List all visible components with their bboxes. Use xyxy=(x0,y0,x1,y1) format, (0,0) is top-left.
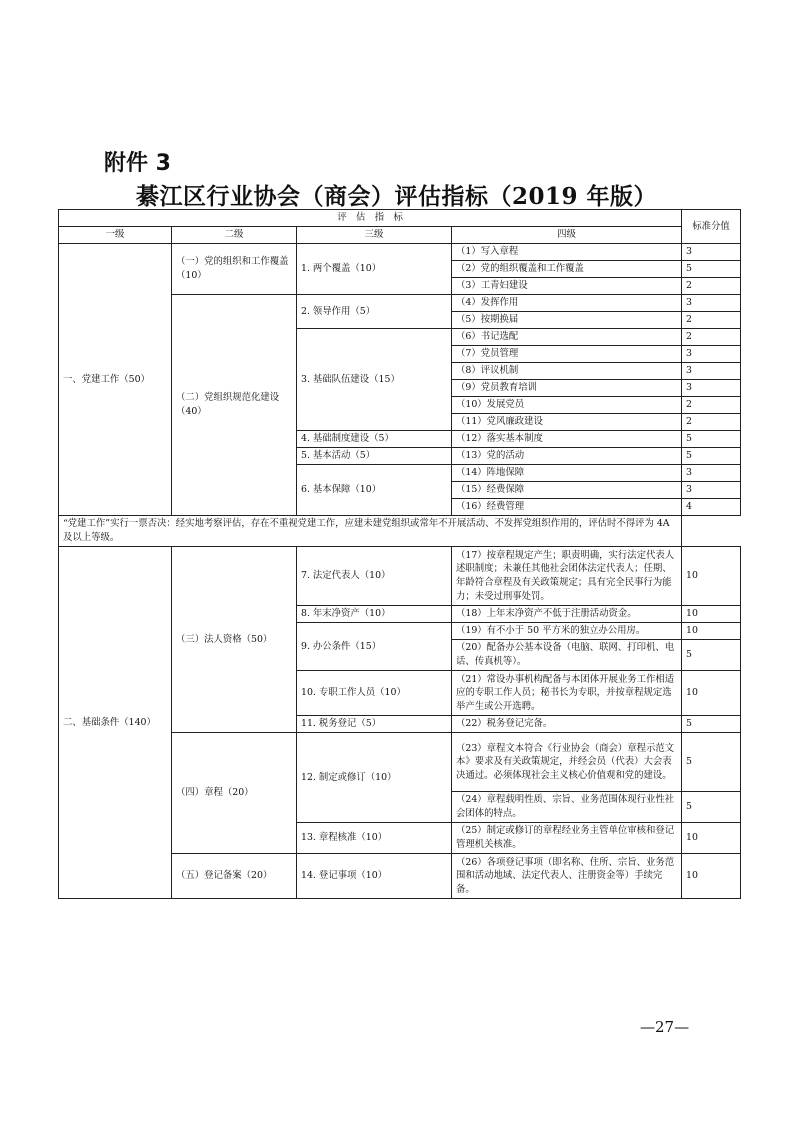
page-number: —27— xyxy=(640,1018,690,1036)
item-score: 5 xyxy=(682,448,741,465)
item-score: 3 xyxy=(682,380,741,397)
level3-label: 9. 办公条件（15） xyxy=(297,623,452,671)
item-score: 10 xyxy=(682,671,741,716)
evaluation-table xyxy=(58,209,741,899)
item-text: （17）按章程规定产生；职责明确，实行法定代表人述职制度；未兼任其他社会团体法定代表人；任期、年龄符合章程及有关政策规定；具有完全民事行为能力；未受过刑事处罚。 xyxy=(452,547,682,606)
item-text: （25）制定或修订的章程经业务主管单位审核和登记管理机关核准。 xyxy=(452,823,682,854)
level3-label: 10. 专职工作人员（10） xyxy=(297,671,452,716)
level2-label: （三）法人资格（50） xyxy=(172,547,297,733)
item-text: （12）落实基本制度 xyxy=(452,431,682,448)
level3-label: 4. 基础制度建设（5） xyxy=(297,431,452,448)
item-text: （3）工青妇建设 xyxy=(452,278,682,295)
level1-basic-conditions: 二、基础条件（140） xyxy=(59,547,172,899)
attachment-label: 附件 3 xyxy=(104,151,171,176)
item-text: （1）写入章程 xyxy=(452,244,682,261)
item-score: 5 xyxy=(682,716,741,733)
item-score: 10 xyxy=(682,854,741,899)
item-text: （9）党员教育培训 xyxy=(452,380,682,397)
page-title: 綦江区行业协会（商会）评估指标（2019 年版） xyxy=(135,183,658,210)
item-text: （21）常设办事机构配备与本团体开展业务工作相适应的专职工作人员；秘书长为专职，并按章程规定选举产生或公开选聘。 xyxy=(452,671,682,716)
item-text: （6）书记选配 xyxy=(452,329,682,346)
item-score: 10 xyxy=(682,606,741,623)
item-text: （8）评议机制 xyxy=(452,363,682,380)
item-text: （5）按期换届 xyxy=(452,312,682,329)
item-text: （23）章程文本符合《行业协会（商会）章程示范文本》要求及有关政策规定，并经会员（代表）大会表决通过。必须体现社会主义核心价值观和党的建设。 xyxy=(452,733,682,792)
item-score: 5 xyxy=(682,431,741,448)
item-score: 3 xyxy=(682,482,741,499)
item-text: （10）发展党员 xyxy=(452,397,682,414)
item-text: （18）上年末净资产不低于注册活动资金。 xyxy=(452,606,682,623)
item-text: （13）党的活动 xyxy=(452,448,682,465)
level3-label: 12. 制定或修订（10） xyxy=(297,733,452,823)
level3-label: 7. 法定代表人（10） xyxy=(297,547,452,606)
level3-label: 5. 基本活动（5） xyxy=(297,448,452,465)
header-level4: 四级 xyxy=(452,227,682,244)
level1-party-building: 一、党建工作（50） xyxy=(59,244,172,516)
item-score: 2 xyxy=(682,414,741,431)
item-score: 10 xyxy=(682,547,741,606)
item-score: 5 xyxy=(682,733,741,792)
level3-label: 3. 基础队伍建设（15） xyxy=(297,329,452,431)
item-score: 10 xyxy=(682,823,741,854)
level2-label: （五）登记备案（20） xyxy=(172,854,297,899)
item-text: （19）有不小于 50 平方米的独立办公用房。 xyxy=(452,623,682,640)
level3-label: 6. 基本保障（10） xyxy=(297,465,452,516)
header-level2: 二级 xyxy=(172,227,297,244)
header-standard-score: 标准分值 xyxy=(682,210,741,244)
item-score: 5 xyxy=(682,640,741,671)
item-score: 2 xyxy=(682,312,741,329)
item-score: 3 xyxy=(682,363,741,380)
item-score: 2 xyxy=(682,397,741,414)
level3-label: 13. 章程核准（10） xyxy=(297,823,452,854)
item-text: （2）党的组织覆盖和工作覆盖 xyxy=(452,261,682,278)
item-score: 5 xyxy=(682,261,741,278)
level3-label: 14. 登记事项（10） xyxy=(297,854,452,899)
item-text: （16）经费管理 xyxy=(452,499,682,516)
item-score: 10 xyxy=(682,623,741,640)
item-text: （26）各项登记事项（即名称、住所、宗旨、业务范围和活动地域、法定代表人、注册资金等）手续完备。 xyxy=(452,854,682,899)
level3-label: 8. 年末净资产（10） xyxy=(297,606,452,623)
item-score: 4 xyxy=(682,499,741,516)
item-text: （15）经费保障 xyxy=(452,482,682,499)
item-score: 3 xyxy=(682,346,741,363)
level2-label: （二）党组织规范化建设（40） xyxy=(172,295,297,516)
item-text: （14）阵地保障 xyxy=(452,465,682,482)
header-level1: 一级 xyxy=(59,227,172,244)
item-score: 3 xyxy=(682,295,741,312)
item-text: （24）章程载明性质、宗旨、业务范围体现行业性社会团体的特点。 xyxy=(452,792,682,823)
level3-label: 2. 领导作用（5） xyxy=(297,295,452,329)
item-text: （7）党员管理 xyxy=(452,346,682,363)
item-score: 5 xyxy=(682,792,741,823)
level2-label: （一）党的组织和工作覆盖（10） xyxy=(172,244,297,295)
item-text: （4）发挥作用 xyxy=(452,295,682,312)
item-text: （20）配备办公基本设备（电脑、联网、打印机、电话、传真机等）。 xyxy=(452,640,682,671)
item-score: 3 xyxy=(682,465,741,482)
veto-note: “党建工作”实行一票否决：经实地考察评估，存在不重视党建工作，应建未建党组织或常年不开展活动、不发挥党组织作用的，评估时不得评为 4A 及以上等级。 xyxy=(59,516,682,547)
header-level3: 三级 xyxy=(297,227,452,244)
item-score: 2 xyxy=(682,278,741,295)
item-text: （22）税务登记完备。 xyxy=(452,716,682,733)
item-score: 2 xyxy=(682,329,741,346)
item-text: （11）党风廉政建设 xyxy=(452,414,682,431)
level3-label: 1. 两个覆盖（10） xyxy=(297,244,452,295)
level3-label: 11. 税务登记（5） xyxy=(297,716,452,733)
header-indicators: 评 估 指 标 xyxy=(59,210,682,227)
item-score: 3 xyxy=(682,244,741,261)
level2-label: （四）章程（20） xyxy=(172,733,297,854)
